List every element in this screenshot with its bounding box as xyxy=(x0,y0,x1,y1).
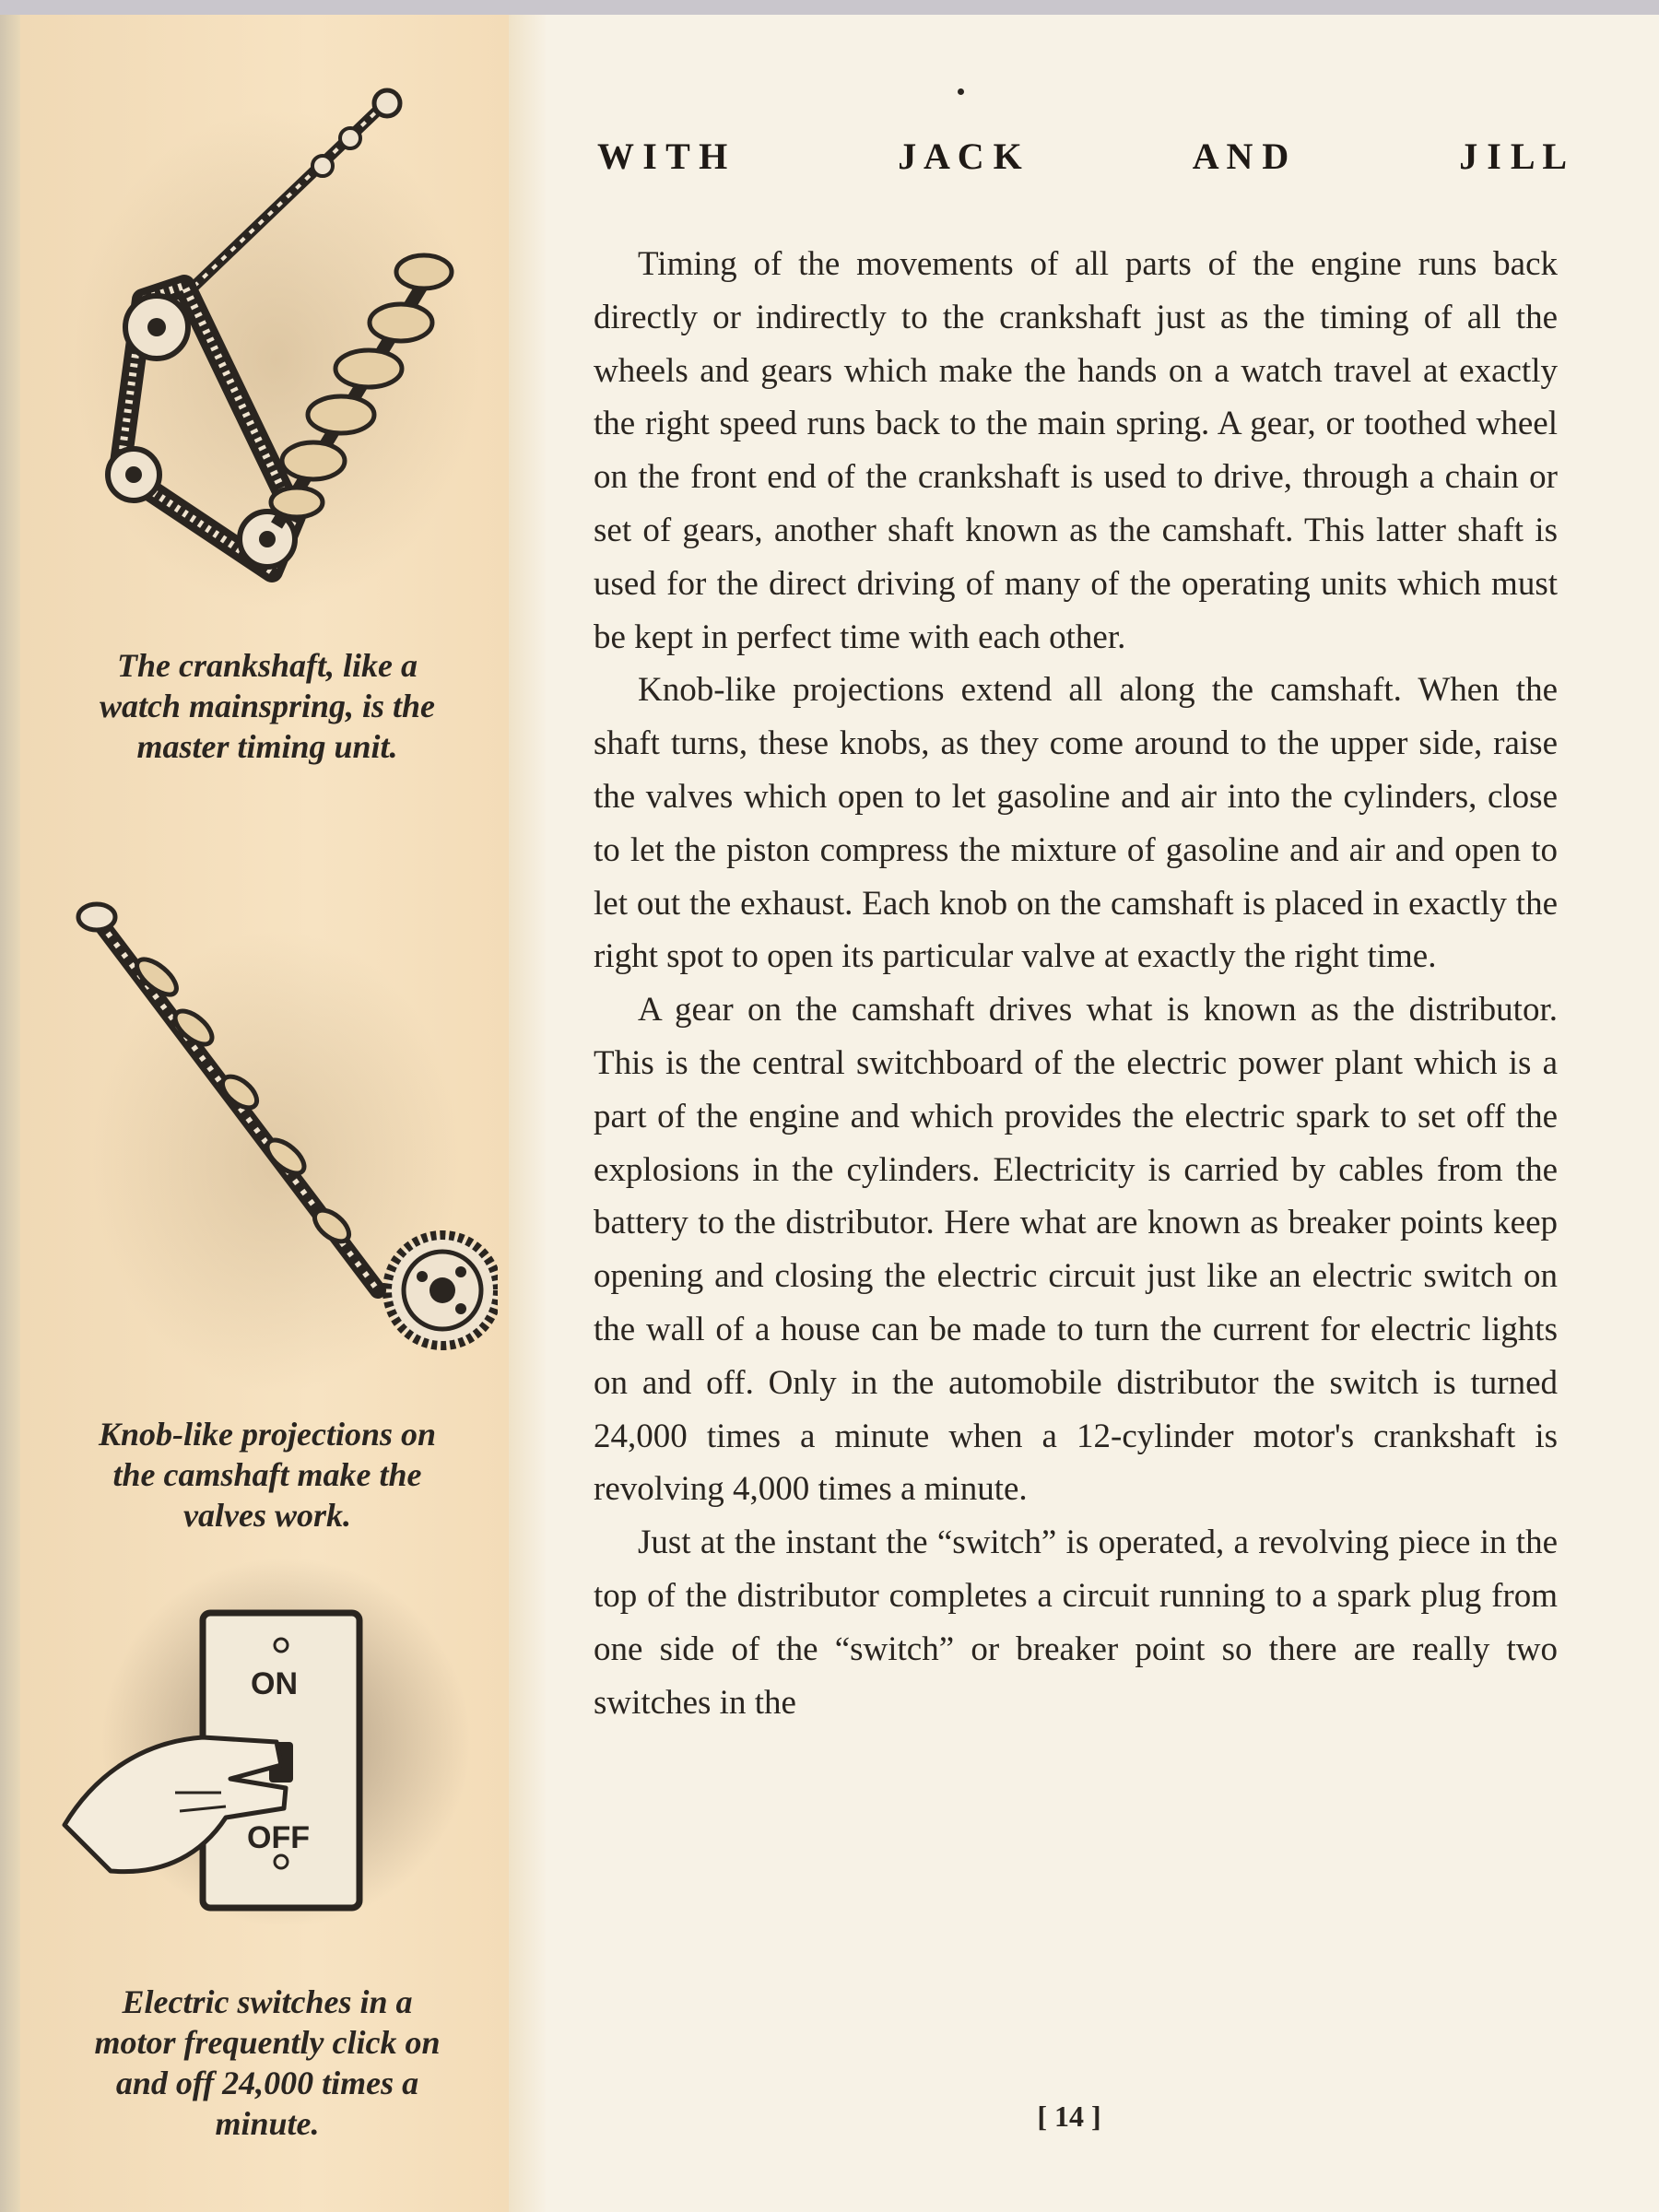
caption-line: watch mainspring, is the xyxy=(99,688,436,724)
scan-top-edge xyxy=(0,0,1659,15)
switch-drawing xyxy=(55,1558,479,1926)
caption-line: and off 24,000 times a xyxy=(115,2065,419,2101)
switch-illustration xyxy=(55,1558,479,1926)
binding-edge xyxy=(0,15,20,2212)
heading-word: A N D xyxy=(1192,135,1289,177)
caption-line: the camshaft make the xyxy=(112,1456,422,1493)
body-text xyxy=(594,238,1558,1729)
page-heading xyxy=(597,129,1567,184)
camshaft-caption xyxy=(46,1414,488,1535)
caption-line: Electric switches in a xyxy=(122,1983,413,2020)
caption-line: minute. xyxy=(215,2105,320,2142)
switch-off-label: OFF xyxy=(247,1820,310,1855)
caption-line: motor frequently click on xyxy=(94,2024,441,2061)
caption-line: Knob-like projections on xyxy=(98,1416,437,1453)
camshaft-illustration xyxy=(55,885,498,1401)
caption-line: valves work. xyxy=(183,1497,351,1534)
paragraph: Knob-like projections extend all along the camshaft. When the shaft turns, these knobs, as they come around to the upper side, raise the valves which open to let gasoline and air into the cylinders, close to let the piston compress the mixture of gasoline and air and open to let out the exhaust. Each knob on the camshaft is placed in exactly the right spot to open its particular valve at exactly the right time. xyxy=(594,671,1558,976)
page-gutter xyxy=(509,15,546,2212)
crankshaft-illustration xyxy=(55,83,498,636)
heading-word: J A C K xyxy=(898,135,1022,177)
page-number: [ 14 ] xyxy=(1037,2100,1101,2133)
switch-on-label: ON xyxy=(251,1666,298,1701)
switch-caption xyxy=(46,1982,488,2144)
heading-word: W I T H xyxy=(597,135,728,177)
print-mark xyxy=(958,88,964,95)
crankshaft-caption xyxy=(46,645,488,767)
paragraph: A gear on the camshaft drives what is known as the distributor. This is the central switchboard of the electric power plant which is a part of the engine and which provides the electric spark to set off the explosions in the cylinders. Electricity is carried by cables from the battery to the distributor. Here what are known as breaker points keep opening and closing the electric circuit just like an electric switch on the wall of a house can be made to turn the current for electric lights on and off. Only in the automobile distributor the switch is turned 24,000 times a minute when a 12-cylinder motor's crankshaft is revolving 4,000 times a minute. xyxy=(594,991,1558,1509)
paragraph: Just at the instant the “switch” is operated, a revolving piece in the top of the distributor completes a circuit running to a spark plug from one side of the “switch” or breaker point so there are really two switches in the xyxy=(594,1524,1558,1722)
paragraph: Timing of the movements of all parts of the engine runs back directly or indirectly to the crankshaft just as the timing of all the wheels and gears which make the hands on a watch travel at exactly the right speed runs back to the main spring. A gear, or toothed wheel on the front end of the crankshaft is used to drive, through a chain or set of gears, another shaft known as the camshaft. This latter shaft is used for the direct driving of many of the operating units which must be kept in perfect time with each other. xyxy=(594,245,1558,656)
caption-line: master timing unit. xyxy=(136,728,398,765)
heading-word: J I L L xyxy=(1459,135,1567,177)
caption-line: The crankshaft, like a xyxy=(116,647,418,684)
